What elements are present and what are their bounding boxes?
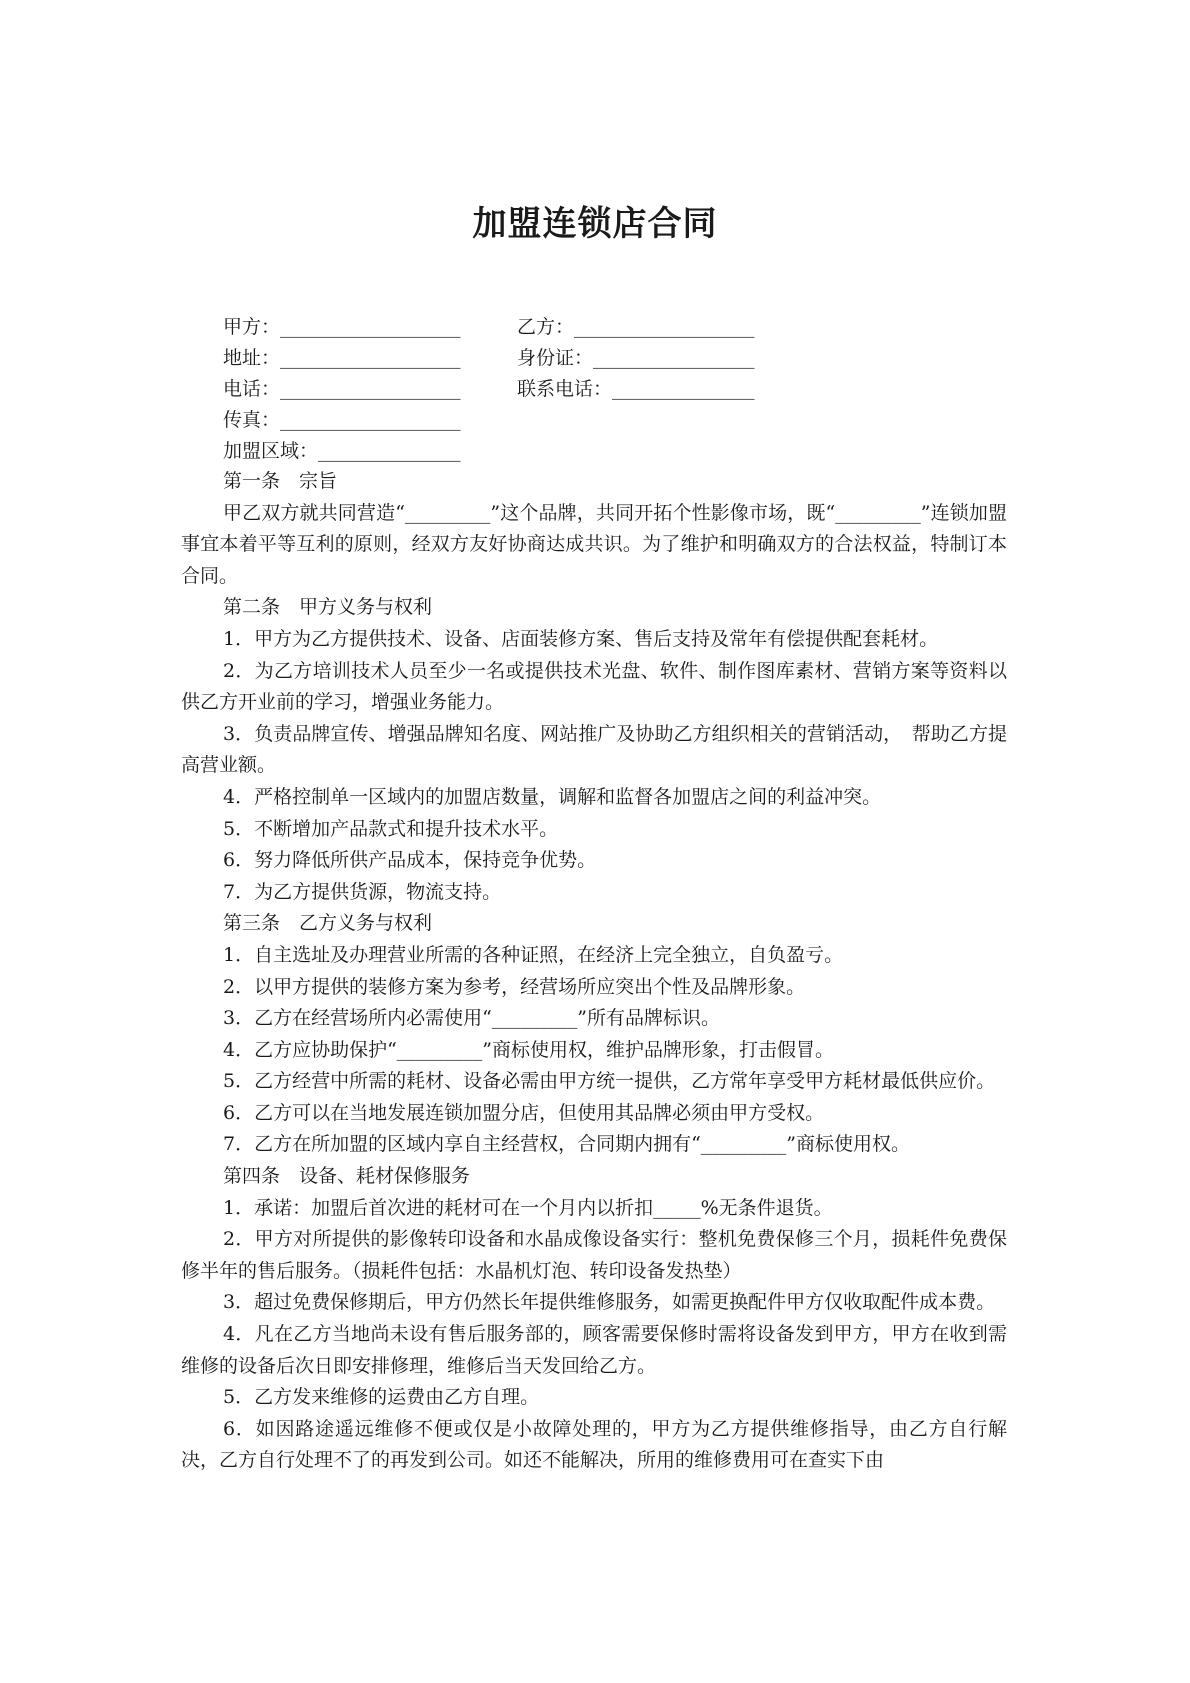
phone-field: 电话：___________________ — [223, 378, 461, 400]
clause-item: 7．乙方在所加盟的区域内享自主经营权，合同期内拥有“_________”商标使用权。 — [223, 1133, 911, 1156]
clause-item: 1．自主选址及办理营业所需的各种证照，在经济上完全独立，自负盈亏。 — [223, 943, 844, 966]
clause-item: 2．以甲方提供的装修方案为参考，经营场所应突出个性及品牌形象。 — [223, 975, 806, 998]
field-row — [223, 312, 1023, 343]
clause-item: 5．乙方经营中所需的耗材、设备必需由甲方统一提供，乙方常年享受甲方耗材最低供应价。 — [223, 1070, 996, 1093]
franchise-area-field: 加盟区域：_______________ — [223, 440, 461, 462]
article-heading: 第四条 设备、耗材保修服务 — [223, 1165, 471, 1188]
clause-item: 4．严格控制单一区域内的加盟店数量，调解和监督各加盟店之间的利益冲突。 — [223, 785, 882, 808]
clause-item: 7．为乙方提供货源，物流支持。 — [223, 880, 502, 903]
clause-item: 6．乙方可以在当地发展连锁加盟分店，但使用其品牌必须由甲方受权。 — [223, 1101, 825, 1124]
clause-item: 1．甲方为乙方提供技术、设备、店面装修方案、售后支持及常年有偿提供配套耗材。 — [223, 627, 939, 650]
field-row — [223, 343, 1023, 374]
id-card-field: 身份证：_________________ — [517, 347, 755, 369]
clause-item: 5．不断增加产品款式和提升技术水平。 — [223, 817, 559, 840]
address-field: 地址：___________________ — [223, 347, 461, 369]
clause-item: 4．乙方应协助保护“_________”商标使用权，维护品牌形象，打击假冒。 — [223, 1038, 835, 1061]
clause-item: 3．负责品牌宣传、增强品牌知名度、网站推广及协助乙方组织相关的营销活动， 帮助乙方提高营业额。 — [181, 722, 1007, 777]
article-heading: 第二条 甲方义务与权利 — [223, 596, 433, 619]
contract-body — [181, 466, 1007, 1477]
clause-item: 6．努力降低所供产品成本，保持竞争优势。 — [223, 849, 597, 872]
body-paragraph: 甲乙双方就共同营造“_________”这个品牌，共同开拓个性影像市场，既“_________”连锁加盟事宜本着平等互利的原则，经双方友好协商达成共识。为了维护和明确双方的合法权益，特制订本合同。 — [181, 501, 1007, 587]
clause-item: 1．承诺：加盟后首次进的耗材可在一个月内以折扣_____%无条件退货。 — [223, 1196, 833, 1219]
party-b-field: 乙方：___________________ — [517, 316, 755, 338]
party-info-fields — [223, 312, 1023, 467]
clause-item: 3．乙方在经营场所内必需使用“_________”所有品牌标识。 — [223, 1007, 721, 1030]
party-a-field: 甲方：___________________ — [223, 316, 461, 338]
field-row — [223, 436, 1023, 467]
article-heading: 第三条 乙方义务与权利 — [223, 912, 433, 935]
clause-item: 2．为乙方培训技术人员至少一名或提供技术光盘、软件、制作图库素材、营销方案等资料以供乙方开业前的学习，增强业务能力。 — [181, 659, 1007, 714]
field-row — [223, 405, 1023, 436]
clause-item: 6．如因路途遥远维修不便或仅是小故障处理的，甲方为乙方提供维修指导，由乙方自行解决，乙方自行处理不了的再发到公司。如还不能解决，所用的维修费用可在查实下由 — [181, 1417, 1007, 1472]
article-heading: 第一条 宗旨 — [223, 470, 338, 492]
clause-item: 4．凡在乙方当地尚未设有售后服务部的，顾客需要保修时需将设备发到甲方，甲方在收到需维修的设备后次日即安排修理，维修后当天发回给乙方。 — [181, 1323, 1007, 1377]
clause-item: 3．超过免费保修期后，甲方仍然长年提供维修服务，如需更换配件甲方仅收取配件成本费。 — [223, 1291, 996, 1314]
contact-phone-field: 联系电话：_______________ — [517, 378, 755, 400]
page-title: 加盟连锁店合同 — [472, 204, 718, 244]
field-row — [223, 374, 1023, 405]
clause-item: 2．甲方对所提供的影像转印设备和水晶成像设备实行：整机免费保修三个月，损耗件免费保修半年的售后服务。（损耗件包括：水晶机灯泡、转印设备发热垫） — [181, 1228, 1007, 1282]
fax-field: 传真：___________________ — [223, 409, 461, 431]
clause-item: 5．乙方发来维修的运费由乙方自理。 — [223, 1386, 540, 1409]
